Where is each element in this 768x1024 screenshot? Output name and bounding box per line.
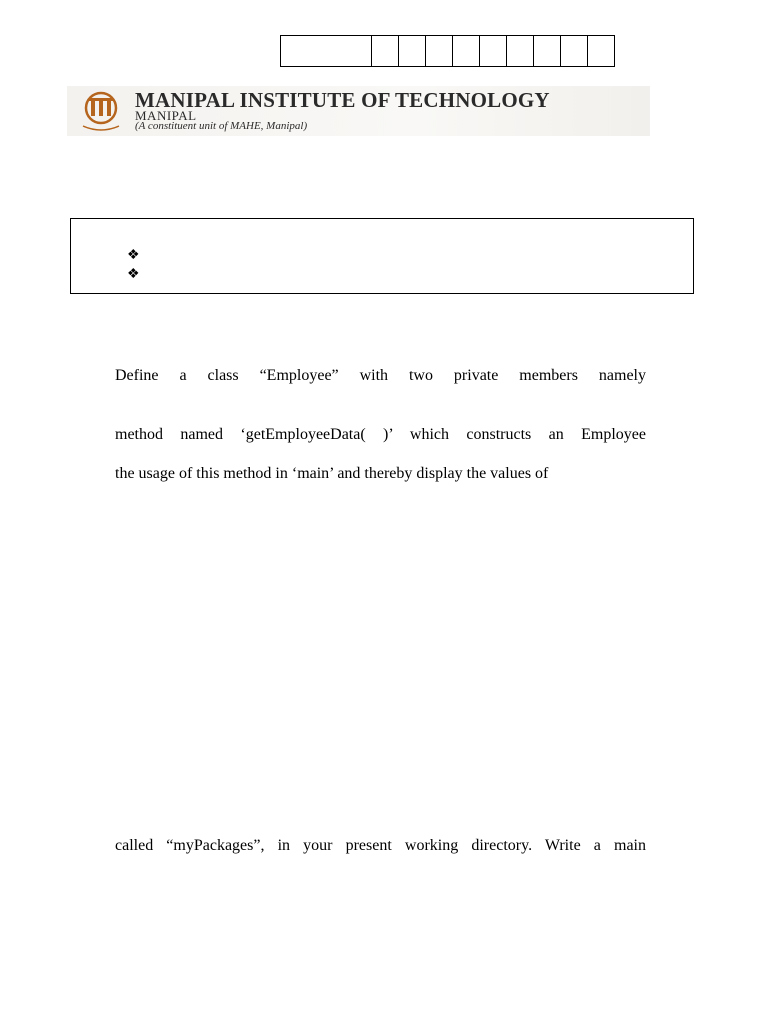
reg-digit-cell	[398, 36, 425, 66]
reg-digit-cell	[371, 36, 398, 66]
question-line: called “myPackages”, in your present working directory. Write a main	[115, 837, 646, 854]
institution-name: MANIPAL INSTITUTE OF TECHNOLOGY	[135, 88, 550, 112]
diamond-bullet-icon: ❖	[127, 267, 140, 282]
question-line: method named ‘getEmployeeData( )’ which constructs an Employee	[115, 426, 646, 443]
reg-digit-cell	[479, 36, 506, 66]
institution-location: MANIPAL	[135, 108, 197, 123]
registration-number-boxes	[280, 35, 615, 67]
institution-logo-banner	[67, 86, 650, 136]
reg-label-cell	[281, 36, 371, 66]
reg-digit-cell	[452, 36, 479, 66]
reg-digit-cell	[506, 36, 533, 66]
instructions-box	[70, 218, 694, 294]
question-line: the usage of this method in ‘main’ and thereby display the values of	[115, 465, 549, 482]
institution-affiliation: (A constituent unit of MAHE, Manipal)	[135, 120, 308, 132]
mit-emblem-icon	[75, 88, 131, 134]
reg-digit-cell	[587, 36, 614, 66]
question-line: Define a class “Employee” with two private members namely	[115, 367, 646, 384]
reg-digit-cell	[425, 36, 452, 66]
reg-digit-cell	[560, 36, 587, 66]
diamond-bullet-icon: ❖	[127, 248, 140, 263]
reg-digit-cell	[533, 36, 560, 66]
